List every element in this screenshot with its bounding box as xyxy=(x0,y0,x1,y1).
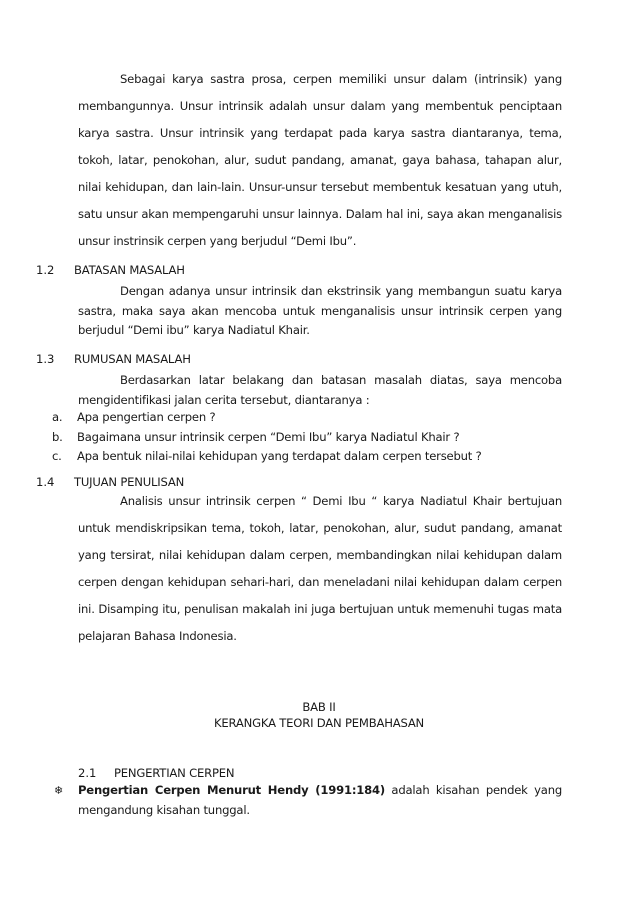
list-marker: c. xyxy=(52,449,62,463)
section-body: Analisis unsur intrinsik cerpen “ Demi Ibu “ karya Nadiatul Khair bertujuan untuk mendiskripsikan tema, tokoh, latar, penokohan, alur, sudut pandang, amanat yang tersirat, nilai kehidupan dalam cerpen, membandingkan nilai kehidupan dalam cerpen dengan kehidupan sehari-hari, dan meneladani nilai kehidupan dalam cerpen ini. Disamping itu, penulisan makalah ini juga bertujuan untuk memenuhi tugas mata pelajaran Bahasa Indonesia. xyxy=(78,494,562,643)
list-item-text: Apa bentuk nilai-nilai kehidupan yang terdapat dalam cerpen tersebut ? xyxy=(77,449,482,463)
intro-paragraph: Sebagai karya sastra prosa, cerpen memiliki unsur dalam (intrinsik) yang membangunnya. Unsur intrinsik adalah unsur dalam yang membentuk penciptaan karya sastra. Unsur intrinsik yang terdapat pada karya sastra diantaranya, tema, tokoh, latar, penokohan, alur, sudut pandang, amanat, gaya bahasa, tahapan alur, nilai kehidupan, dan lain-lain. Unsur-unsur tersebut membentuk kesatuan yang utuh, satu unsur akan mempengaruhi unsur lainnya. Dalam hal ini, saya akan menganalisis unsur instrinsik cerpen yang berjudul “Demi Ibu”. xyxy=(78,72,562,248)
list-item xyxy=(52,447,572,467)
section-title: TUJUAN PENULISAN xyxy=(74,475,185,489)
section-number: 1.4 xyxy=(36,475,55,489)
definition-term: Pengertian Cerpen Menurut Hendy (1991:184) xyxy=(78,783,385,797)
section-number: 1.3 xyxy=(36,352,55,366)
list-marker: a. xyxy=(52,410,63,424)
definition-text: adalah kisahan pendek yang mengandung kisahan tunggal. xyxy=(78,783,563,817)
section-title: RUMUSAN MASALAH xyxy=(74,352,191,366)
list-item-text: Bagaimana unsur intrinsik cerpen “Demi Ibu” karya Nadiatul Khair ? xyxy=(77,429,460,444)
chapter-label: BAB II xyxy=(302,700,336,714)
section-number: 1.2 xyxy=(36,263,55,277)
list-marker: b. xyxy=(52,429,63,444)
question-list xyxy=(52,408,572,467)
chapter-title: KERANGKA TEORI DAN PEMBAHASAN xyxy=(213,716,425,730)
list-item-text: Apa pengertian cerpen ? xyxy=(77,410,216,424)
section-title: BATASAN MASALAH xyxy=(74,263,185,277)
subsection-title: PENGERTIAN CERPEN xyxy=(114,766,235,780)
subsection-number: 2.1 xyxy=(78,766,97,780)
section-body: Berdasarkan latar belakang dan batasan masalah diatas, saya mencoba mengidentifikasi jalan cerita tersebut, diantaranya : xyxy=(78,373,562,407)
section-body: Dengan adanya unsur intrinsik dan ekstrinsik yang membangun suatu karya sastra, maka saya akan mencoba untuk menganalisis unsur intrinsik cerpen yang berjudul “Demi ibu” karya Nadiatul Khair. xyxy=(78,284,562,337)
list-item xyxy=(52,408,572,428)
snowflake-icon: ❄ xyxy=(54,784,64,797)
definition-paragraph xyxy=(78,781,562,820)
list-item xyxy=(52,428,572,448)
